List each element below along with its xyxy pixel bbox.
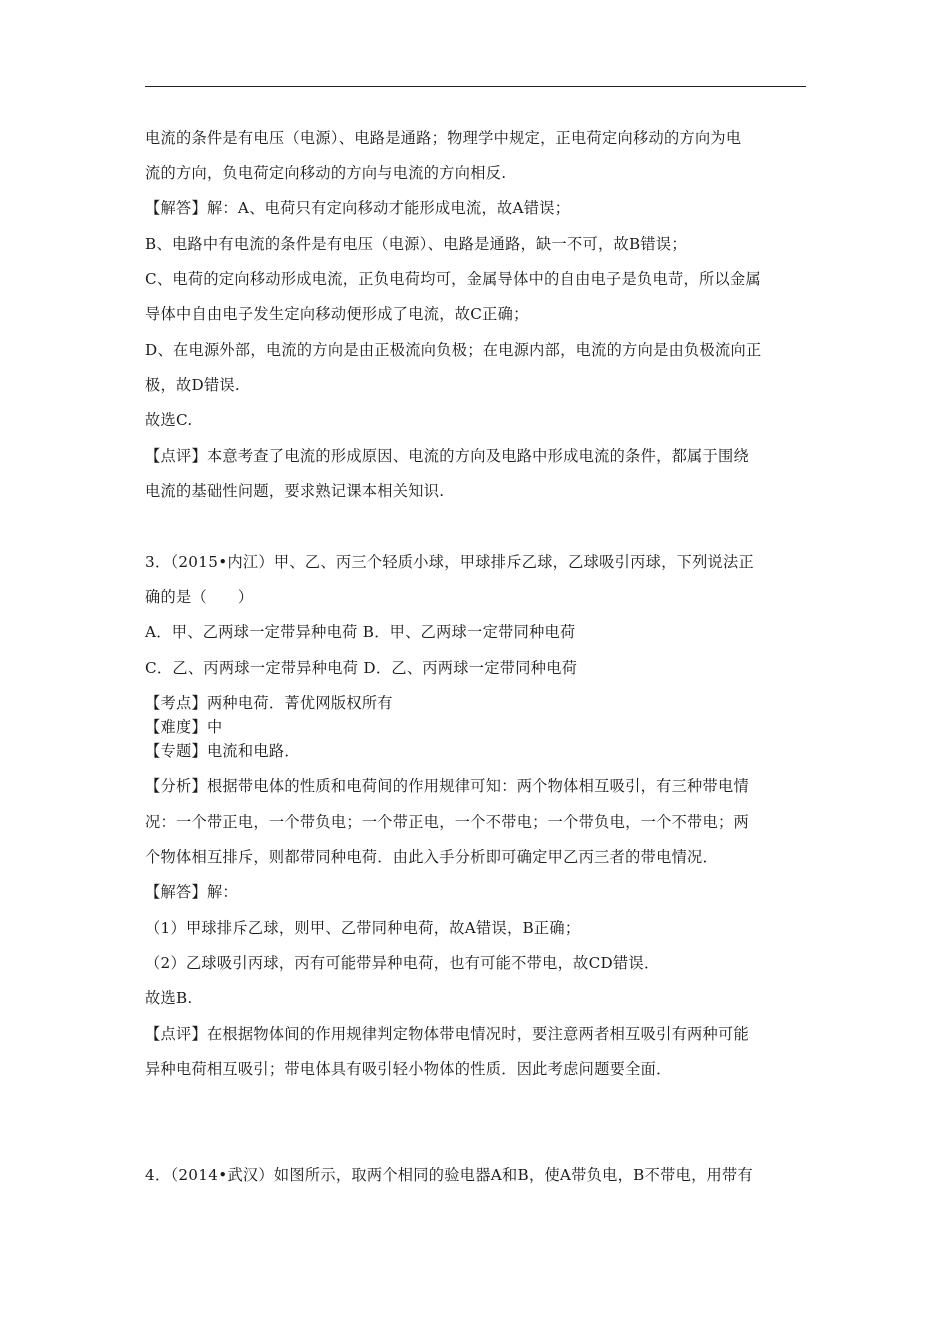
text-line: 流的方向，负电荷定向移动的方向与电流的方向相反. — [145, 164, 507, 182]
text-line: 个物体相互排斥，则都带同种电荷．由此入手分析即可确定甲乙丙三者的带电情况． — [145, 848, 719, 866]
question-4-stem: 4．（2014•武汉）如图所示，取两个相同的验电器A和B，使A带负电，B不带电，用带有 — [145, 1166, 754, 1184]
text-line: 导体中自由电子发生定向移动便形成了电流，故C正确； — [145, 305, 529, 323]
choice-line: 故选B. — [145, 989, 193, 1007]
text-line: 异种电荷相互吸引；带电体具有吸引轻小物体的性质．因此考虑问题要全面． — [145, 1060, 672, 1078]
question-3-stem: 3．（2015•内江）甲、乙、丙三个轻质小球，甲球排斥乙球，乙球吸引丙球，下列说法正 — [145, 553, 755, 571]
answer-heading-line: 【解答】解： — [145, 883, 238, 901]
text-line: C、电荷的定向移动形成电流，正负电荷均可，金属导体中的自由电子是负电苛，所以金属 — [145, 270, 761, 288]
subject-line: 【专题】电流和电路． — [145, 742, 300, 760]
topic-line: 【考点】两种电荷．菁优网版权所有 — [145, 694, 393, 712]
analysis-heading-line: 【分析】根据带电体的性质和电荷间的作用规律可知：两个物体相互吸引，有三种带电情 — [145, 777, 750, 795]
text-line: （1）甲球排斥乙球，则甲、乙带同种电荷，故A错误，B正确； — [145, 919, 581, 937]
comment-heading-line: 【点评】本意考查了电流的形成原因、电流的方向及电路中形成电流的条件，都属于围绕 — [145, 447, 750, 465]
answer-heading-line: 【解答】解：A、电荷只有定向移动才能形成电流，故A错误； — [145, 199, 571, 217]
text-line: 电流的基础性问题，要求熟记课本相关知识. — [145, 482, 445, 500]
question-3-stem-cont: 确的是（ ） — [145, 588, 254, 606]
text-line: D、在电源外部，电流的方向是由正极流向负极；在电源内部，电流的方向是由负极流向正 — [145, 341, 762, 359]
difficulty-line: 【难度】中 — [145, 718, 223, 736]
text-line: B、电路中有电流的条件是有电压（电源）、电路是通路，缺一不可，故B错误； — [145, 235, 687, 253]
question-3-options-ab: A．甲、乙两球一定带异种电荷 B．甲、乙两球一定带同种电荷 — [145, 623, 576, 641]
question-3-options-cd: C．乙、丙两球一定带异种电荷 D．乙、丙两球一定带同种电荷 — [145, 659, 578, 677]
text-line: 况：一个带正电，一个带负电；一个带正电，一个不带电；一个带负电，一个不带电；两 — [145, 813, 750, 831]
comment-heading-line: 【点评】在根据物体间的作用规律判定物体带电情况时，要注意两者相互吸引有两种可能 — [145, 1025, 750, 1043]
header-rule — [145, 86, 806, 87]
text-line: 极，故D错误. — [145, 376, 241, 394]
text-line: 电流的条件是有电压（电源）、电路是通路；物理学中规定，正电荷定向移动的方向为电 — [145, 129, 742, 147]
text-line: （2）乙球吸引丙球，丙有可能带异种电荷，也有可能不带电，故CD错误． — [145, 954, 660, 972]
choice-line: 故选C. — [145, 411, 193, 429]
